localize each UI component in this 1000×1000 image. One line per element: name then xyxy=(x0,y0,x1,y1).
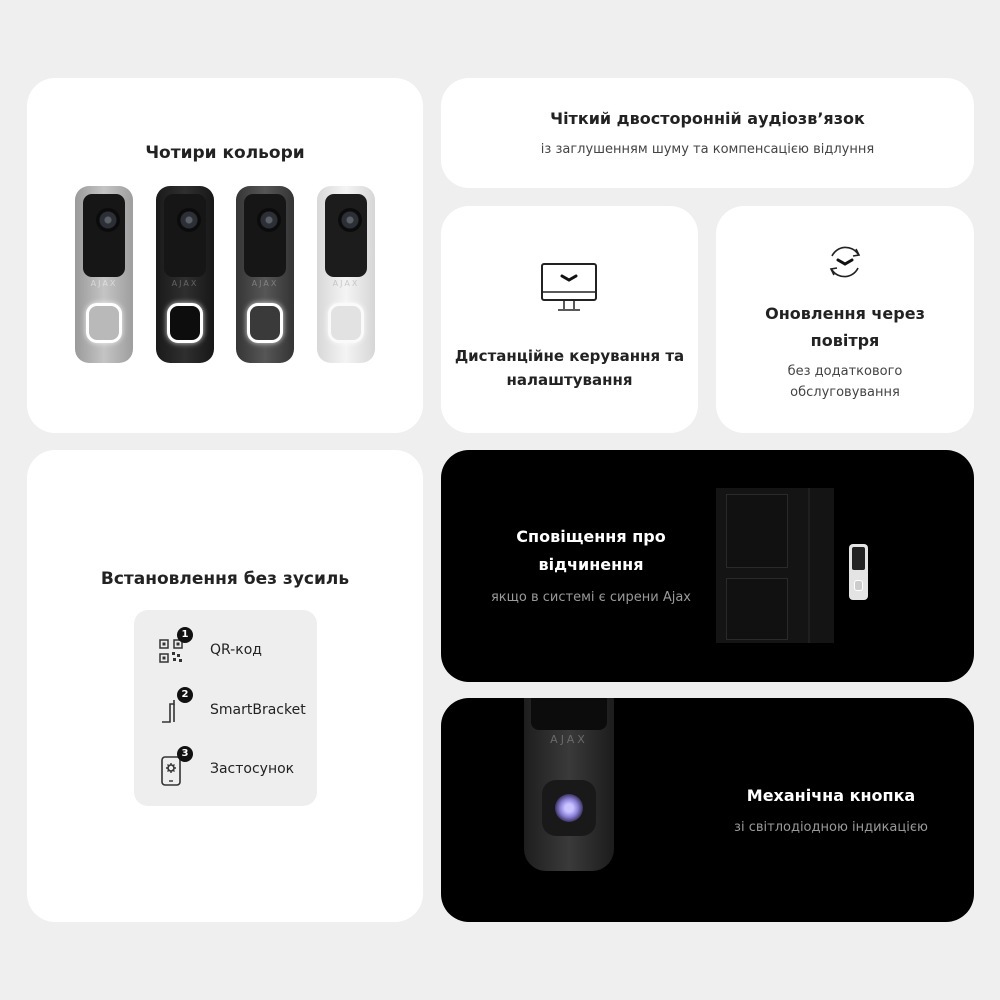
opening-notification-card xyxy=(441,450,974,682)
mech-subtitle: зі світлодіодною індикацією xyxy=(734,820,928,835)
audio-subtitle: із заглушенням шуму та компенсацією відлуння xyxy=(540,142,875,157)
doorbell-graphite-image: AJAX xyxy=(236,186,294,363)
ota-subtitle-line1: без додаткового xyxy=(787,364,903,379)
open-subtitle: якщо в системі є сирени Ajax xyxy=(490,590,692,605)
ota-update-card xyxy=(716,206,974,433)
audio-card xyxy=(441,78,974,188)
mech-title: Механічна кнопка xyxy=(746,786,916,805)
doorbell-small-image xyxy=(849,544,868,600)
monitor-icon xyxy=(540,262,598,314)
audio-title: Чіткий двосторонній аудіозв’язок xyxy=(550,109,865,128)
install-step xyxy=(134,629,317,674)
install-step xyxy=(134,689,317,734)
step-label: Застосунок xyxy=(210,761,295,777)
step-number: 2 xyxy=(177,687,193,703)
step-number: 3 xyxy=(177,746,193,762)
open-title-line1: Сповіщення про xyxy=(516,527,666,546)
install-steps-list xyxy=(134,610,317,806)
mechanical-button-card xyxy=(441,698,974,922)
install-title: Встановлення без зусиль xyxy=(100,569,350,589)
doorbell-grey-image: AJAX xyxy=(75,186,133,363)
doorbell-white-image: AJAX xyxy=(317,186,375,363)
colors-title: Чотири кольори xyxy=(145,143,305,163)
step-number: 1 xyxy=(177,627,193,643)
step-label: QR-код xyxy=(210,642,262,658)
doorbell-black-image: AJAX xyxy=(156,186,214,363)
colors-card xyxy=(27,78,423,433)
remote-title-line1: Дистанційне керування та xyxy=(454,347,685,365)
ota-title-line2: повітря xyxy=(810,331,880,350)
door-image xyxy=(716,488,834,643)
device-logo-text: AJAX xyxy=(550,733,588,746)
refresh-icon xyxy=(823,242,867,282)
installation-card xyxy=(27,450,423,922)
ota-subtitle-line2: обслуговування xyxy=(790,385,900,400)
remote-control-card xyxy=(441,206,698,433)
step-label: SmartBracket xyxy=(210,702,306,718)
open-title-line2: відчинення xyxy=(538,555,644,574)
remote-title-line2: налаштування xyxy=(506,371,633,389)
doorbell-closeup-image xyxy=(524,698,614,871)
install-step xyxy=(134,748,317,793)
ota-title-line1: Оновлення через xyxy=(765,304,925,323)
